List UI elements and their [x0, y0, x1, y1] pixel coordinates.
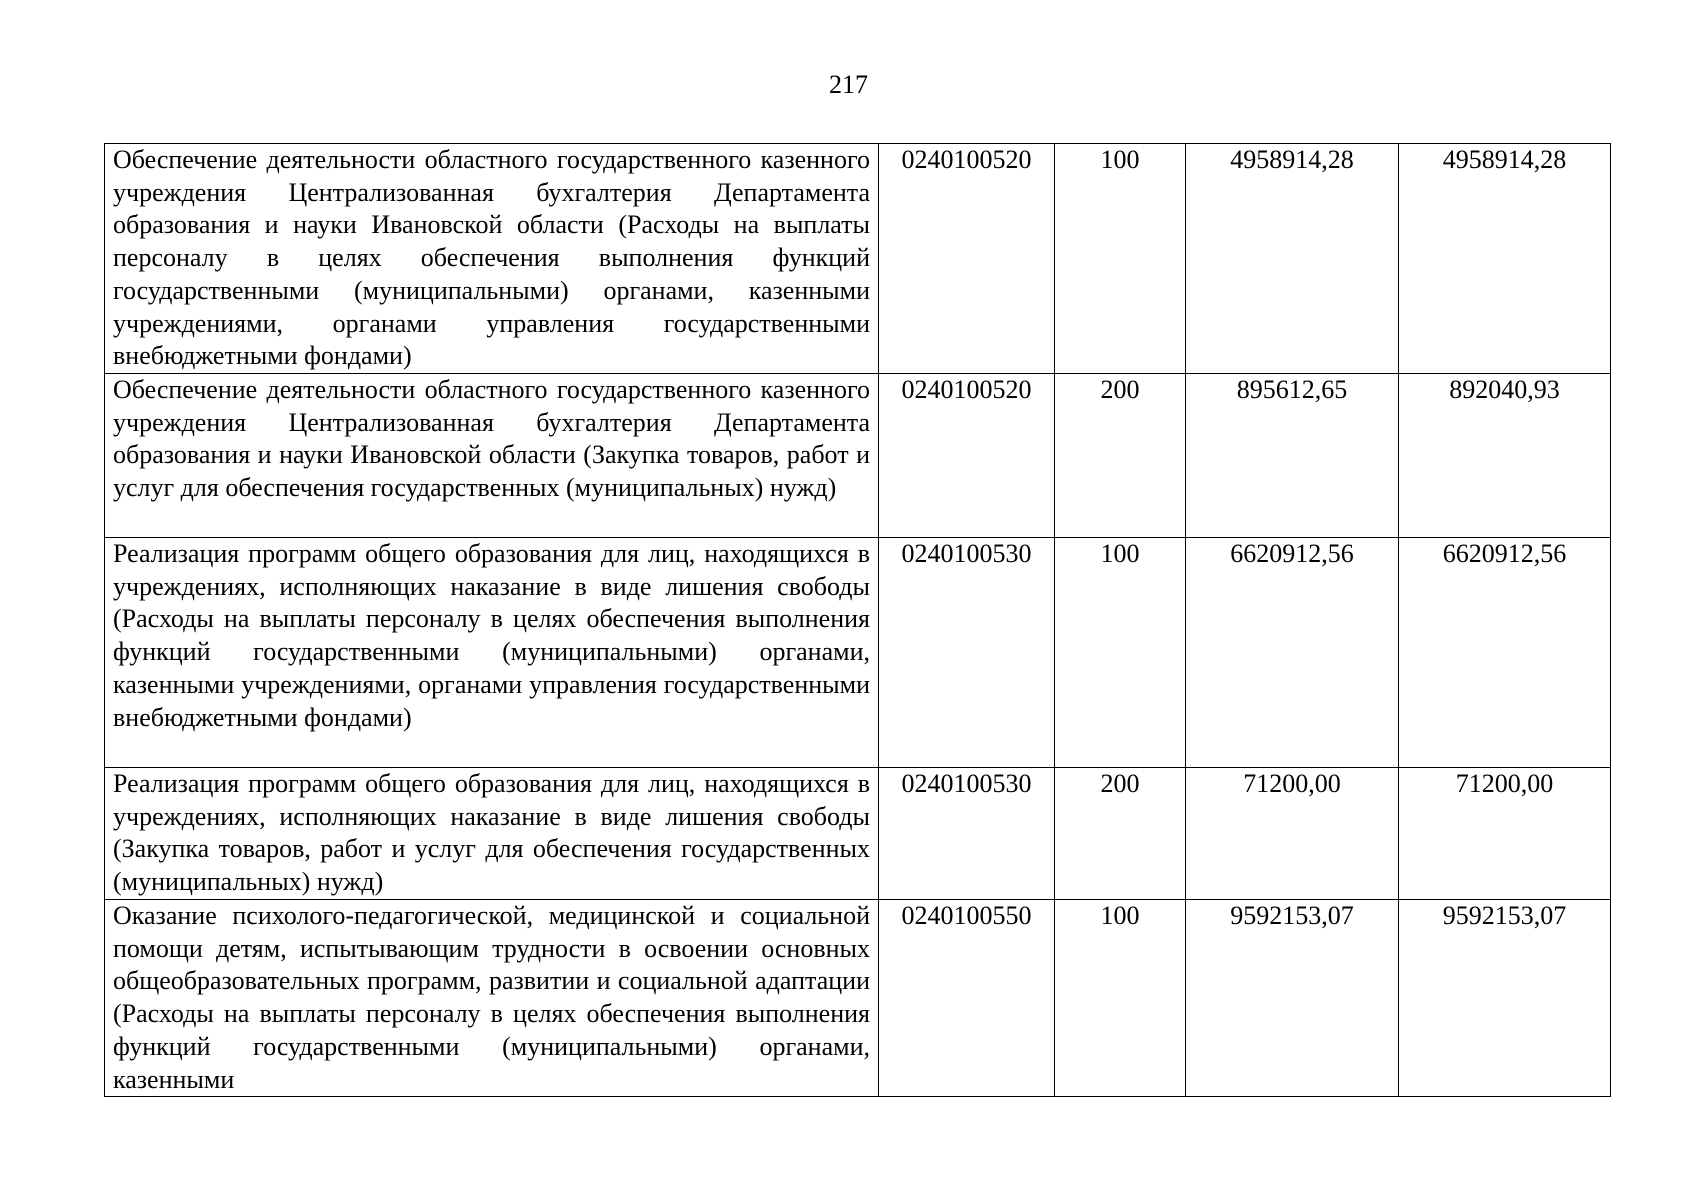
amount-year-1: 6620912,56: [1186, 538, 1399, 768]
row-description: Оказание психолого-педагогической, медицинской и социальной помощи детям, испытывающим трудности в освоении основных общеобразовательных программ, развитии и социальной адаптации (Расходы на выплаты персоналу в целях обеспечения выполнения функций государственными (муниципальными) органами, казенными: [105, 900, 879, 1097]
amount-year-1: 9592153,07: [1186, 900, 1399, 1097]
expense-type-code: 200: [1055, 374, 1186, 538]
amount-year-2: 4958914,28: [1399, 144, 1611, 374]
target-article-code: 0240100550: [879, 900, 1055, 1097]
amount-year-2: 892040,93: [1399, 374, 1611, 538]
row-description: Реализация программ общего образования для лиц, находящихся в учреждениях, исполняющих наказание в виде лишения свободы (Закупка товаров, работ и услуг для обеспечения государственных (муниципальных) нужд): [105, 768, 879, 900]
expense-type-code: 100: [1055, 538, 1186, 768]
target-article-code: 0240100520: [879, 144, 1055, 374]
table-row: [105, 144, 1611, 374]
target-article-code: 0240100530: [879, 538, 1055, 768]
row-description: Обеспечение деятельности областного государственного казенного учреждения Централизованная бухгалтерия Департамента образования и науки Ивановской области (Расходы на выплаты персоналу в целях обеспечения выполнения функций государственными (муниципальными) органами, казенными учреждениями, органами управления государственными внебюджетными фондами): [105, 144, 879, 374]
table-row: [105, 374, 1611, 538]
amount-year-1: 4958914,28: [1186, 144, 1399, 374]
target-article-code: 0240100520: [879, 374, 1055, 538]
row-description: Реализация программ общего образования для лиц, находящихся в учреждениях, исполняющих наказание в виде лишения свободы (Расходы на выплаты персоналу в целях обеспечения выполнения функций государственными (муниципальными) органами, казенными учреждениями, органами управления государственными внебюджетными фондами): [105, 538, 879, 768]
target-article-code: 0240100530: [879, 768, 1055, 900]
table-row: [105, 900, 1611, 1097]
amount-year-2: 6620912,56: [1399, 538, 1611, 768]
expense-type-code: 200: [1055, 768, 1186, 900]
amount-year-1: 71200,00: [1186, 768, 1399, 900]
amount-year-1: 895612,65: [1186, 374, 1399, 538]
table-row: [105, 768, 1611, 900]
row-description: Обеспечение деятельности областного государственного казенного учреждения Централизованная бухгалтерия Департамента образования и науки Ивановской области (Закупка товаров, работ и услуг для обеспечения государственных (муниципальных) нужд): [105, 374, 879, 538]
expense-type-code: 100: [1055, 900, 1186, 1097]
budget-table: [104, 143, 1611, 1097]
amount-year-2: 71200,00: [1399, 768, 1611, 900]
amount-year-2: 9592153,07: [1399, 900, 1611, 1097]
table-row: [105, 538, 1611, 768]
expense-type-code: 100: [1055, 144, 1186, 374]
page-number: 217: [829, 70, 868, 99]
